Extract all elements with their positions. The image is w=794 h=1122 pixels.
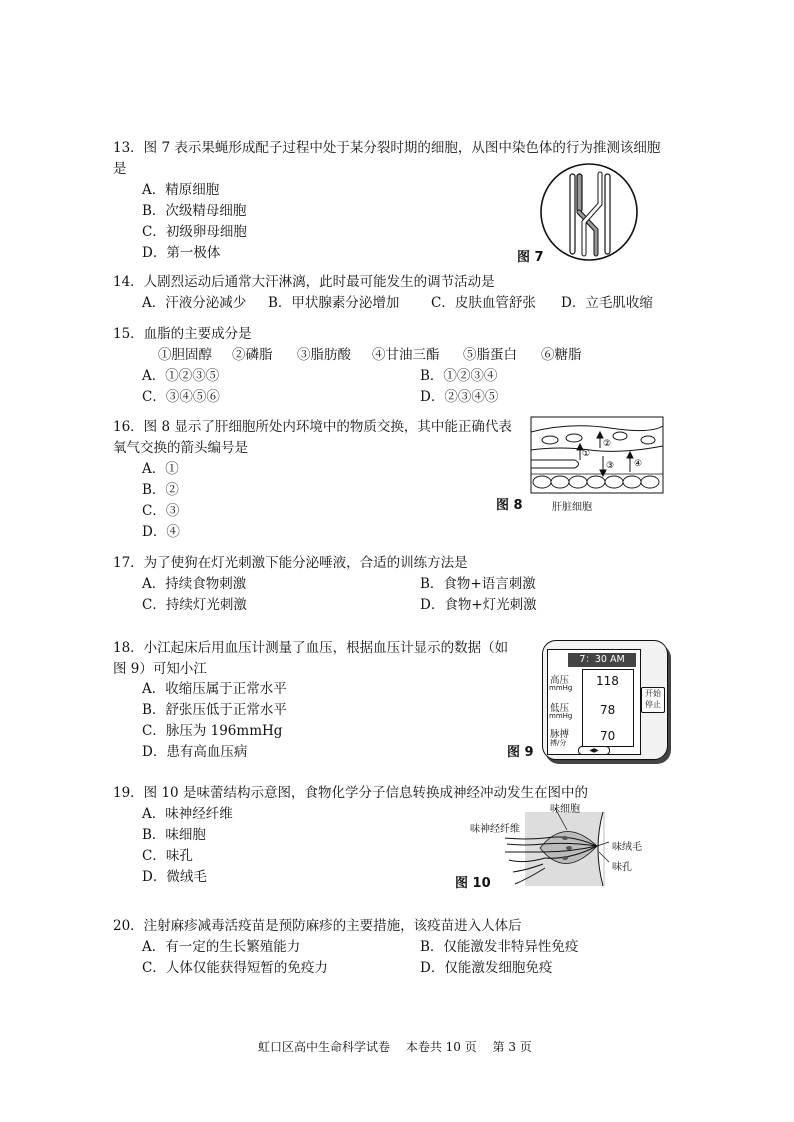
q18-stem-line2: 图 9）可知小江: [113, 661, 207, 677]
q13-stem-line1: 13．图 7 表示果蝇形成配子过程中处于某分裂时期的细胞，从图中染色体的行为推测该细胞: [113, 140, 661, 156]
q20-option-b: B．仅能激发非特异性免疫: [420, 939, 579, 955]
q15-option-b: B．①②③④: [420, 368, 498, 384]
q16-option-b: B．②: [142, 482, 179, 498]
systolic-unit: mmHg: [549, 684, 573, 692]
label-taste-pore: 味孔: [612, 862, 632, 873]
figure-7-label: 图 7: [517, 250, 544, 265]
figure-10-label: 图 10: [455, 876, 491, 891]
q15-item-5: ⑤脂蛋白: [463, 347, 517, 363]
pulse-unit: 搏/分: [550, 739, 567, 747]
monitor-screen: [547, 649, 641, 755]
q15-option-d: D．②③④⑤: [420, 389, 499, 405]
label-nerve-fiber: 味神经纤维: [470, 824, 520, 835]
q18-option-d: D．患有高血压病: [142, 744, 248, 760]
start-stop-label-1: 开始: [645, 689, 661, 698]
q20-stem: 20．注射麻疹减毒活疫苗是预防麻疹的主要措施，该疫苗进入人体后: [113, 918, 522, 934]
label-microvilli: 味绒毛: [612, 842, 642, 853]
figure-8-arrow-label-2: ②: [603, 439, 612, 449]
figure-9-blood-pressure-monitor: [542, 640, 668, 760]
q19-option-c: C．味孔: [142, 848, 193, 864]
q20-option-a: A．有一定的生长繁殖能力: [142, 939, 301, 955]
monitor-time: 7：30 AM: [579, 654, 625, 665]
monitor-nav-buttons[interactable]: [578, 746, 610, 755]
systolic-label: 高压: [550, 675, 570, 686]
pulse-value: 70: [600, 729, 616, 743]
pulse-label: 脉搏: [550, 729, 570, 740]
figure-8-caption: 肝脏细胞: [552, 502, 592, 513]
start-stop-button[interactable]: [641, 687, 665, 713]
q16-option-a: A．①: [142, 461, 179, 477]
q18-option-a: A．收缩压属于正常水平: [142, 681, 287, 697]
q14-option-d: D．立毛肌收缩: [561, 295, 653, 311]
q19-stem: 19．图 10 是味蕾结构示意图，食物化学分子信息转换成神经冲动发生在图中的: [113, 785, 588, 801]
figure-8-arrow-label-1: ①: [582, 449, 591, 459]
q15-item-3: ③脂肪酸: [297, 347, 351, 363]
q13-option-a: A．精原细胞: [142, 182, 220, 198]
figure-8-arrow-label-3: ③: [606, 461, 615, 471]
q18-option-b: B．舒张压低于正常水平: [142, 702, 287, 718]
q17-option-b: B．食物+语言刺激: [420, 576, 536, 592]
q16-stem-line1: 16．图 8 显示了肝细胞所处内环境中的物质交换，其中能正确代表: [113, 419, 512, 435]
q16-option-d: D．④: [142, 524, 180, 540]
q15-option-a: A．①②③⑤: [142, 368, 220, 384]
q20-option-c: C．人体仅能获得短暂的免疫力: [142, 960, 328, 976]
q17-option-a: A．持续食物刺激: [142, 576, 247, 592]
q13-stem-line2: 是: [113, 161, 127, 177]
q14-option-c: C．皮肤血管舒张: [431, 295, 536, 311]
page-footer: 虹口区高中生命科学试卷 本卷共 10 页 第 3 页: [258, 1040, 532, 1054]
q13-option-c: C．初级卵母细胞: [142, 224, 247, 240]
figure-7-chromosome-diagram: [538, 164, 640, 264]
nav-right-icon: ▶: [594, 747, 599, 754]
q18-option-c: C．脉压为 196mmHg: [142, 723, 283, 739]
q15-item-2: ②磷脂: [232, 347, 273, 363]
systolic-value: 118: [596, 674, 619, 688]
diastolic-label: 低压: [550, 703, 570, 714]
q15-item-4: ④甘油三酯: [372, 347, 440, 363]
q13-option-b: B．次级精母细胞: [142, 203, 247, 219]
figure-8-arrow-label-4: ④: [634, 459, 643, 469]
q17-option-d: D．食物+灯光刺激: [420, 597, 537, 613]
q15-item-6: ⑥糖脂: [541, 347, 582, 363]
q16-stem-line2: 氧气交换的箭头编号是: [113, 440, 248, 456]
q17-option-c: C．持续灯光刺激: [142, 597, 247, 613]
q17-stem: 17．为了使狗在灯光刺激下能分泌唾液，合适的训练方法是: [113, 555, 468, 571]
q19-option-b: B．味细胞: [142, 827, 206, 843]
monitor-time-bar: [568, 653, 636, 667]
q14-option-a: A．汗液分泌减少: [142, 295, 247, 311]
q20-option-d: D．仅能激发细胞免疫: [420, 960, 553, 976]
q13-option-d: D．第一极体: [142, 245, 221, 261]
nav-left-icon: ◀: [589, 747, 594, 754]
q15-option-c: C．③④⑤⑥: [142, 389, 220, 405]
q15-item-1: ①胆固醇: [158, 347, 212, 363]
figure-8-liver-exchange-diagram: [530, 416, 664, 494]
figure-9-label: 图 9: [507, 745, 534, 760]
figure-8-label: 图 8: [496, 498, 523, 513]
figure-10-taste-bud-diagram: [505, 808, 610, 890]
q18-stem-line1: 18．小江起床后用血压计测量了血压，根据血压计显示的数据（如: [113, 640, 509, 656]
start-stop-label-2: 停止: [645, 700, 661, 709]
diastolic-value: 78: [600, 703, 616, 717]
diastolic-unit: mmHg: [549, 712, 573, 720]
q19-option-a: A．味神经纤维: [142, 806, 233, 822]
q16-option-c: C．③: [142, 503, 180, 519]
q19-option-d: D．微绒毛: [142, 869, 207, 885]
q15-stem: 15．血脂的主要成分是: [113, 326, 252, 342]
q14-stem: 14．人剧烈运动后通常大汗淋漓，此时最可能发生的调节活动是: [113, 274, 495, 290]
q14-option-b: B．甲状腺素分泌增加: [268, 295, 400, 311]
label-taste-cell: 味细胞: [550, 804, 580, 815]
